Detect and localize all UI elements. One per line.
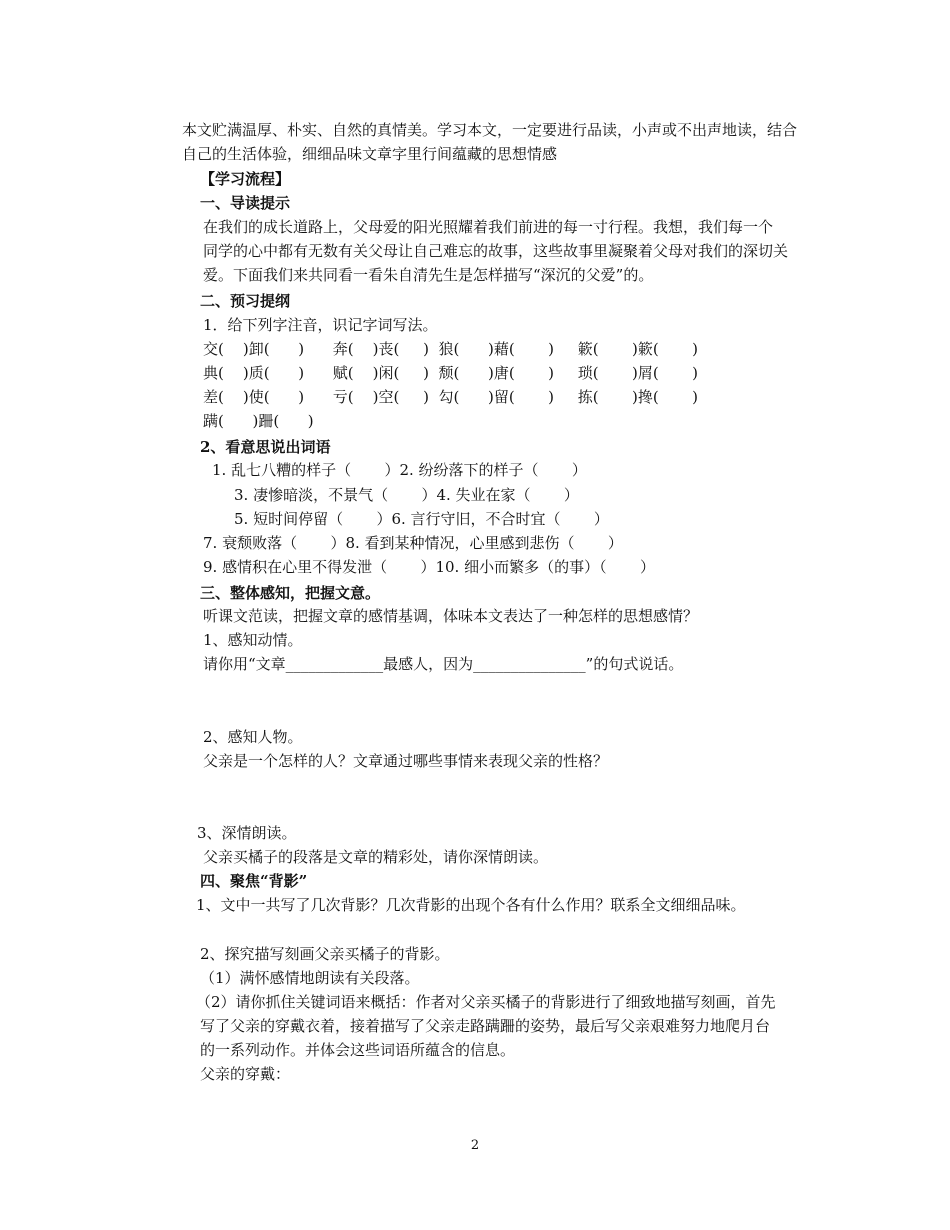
vocab-line: 9. 感情积在心里不得发泄（ ）10. 细小而繁多（的事）（ ） [203,558,655,576]
question-line: 父亲是一个怎样的人？文章通过哪些事情来表现父亲的性格？ [203,752,609,770]
section-heading-1: 一、导读提示 [200,194,291,212]
intro-line-1: 本文贮满温厚、朴实、自然的真情美。学习本文，一定要进行品读，小声或不出声地读，结合 [182,121,798,139]
vocab-line: 7. 衰颓败落（ ）8. 看到某种情况，心里感到悲伤（ ） [203,534,623,552]
vocab-line: 5. 短时间停留（ ）6. 言行守旧，不合时宜（ ） [234,510,609,528]
subheading: 2、看意思说出词语 [200,438,331,456]
section-heading-4: 四、聚焦“背影” [200,872,308,890]
paragraph-line: 同学的心中都有无数有关父母让自己难忘的故事，这些故事里凝聚着父母对我们的深切关 [203,242,789,260]
question-line: 听课文范读，把握文章的感情基调，体味本文表达了一种怎样的思想感情？ [203,607,699,625]
pinyin-row: 典( )质( ) 赋( )闲( ) 颓( )唐( ) 琐( )屑( ) [203,364,698,382]
question-line: 1、感知动情。 [203,631,303,649]
section-heading-3: 三、整体感知，把握文意。 [200,584,381,602]
section-heading-learning-flow: 【学习流程】 [200,170,291,188]
paragraph-line: 爱。下面我们来共同看一看朱自清先生是怎样描写“深沉的父爱”的。 [203,266,654,284]
paragraph-line: 在我们的成长道路上，父母爱的阳光照耀着我们前进的每一寸行程。我想，我们每一个 [203,218,774,236]
question-line: 父亲的穿戴： [200,1065,291,1083]
pinyin-row: 交( )卸( ) 奔( )丧( ) 狼( )藉( ) 簌( )簌( ) [203,340,698,358]
question-line: 2、探究描写刻画父亲买橘子的背影。 [200,945,450,963]
page-number: 2 [470,1138,480,1153]
question-line: 2、感知人物。 [203,728,303,746]
vocab-line: 3. 凄惨暗淡，不景气（ ）4. 失业在家（ ） [234,486,579,504]
vocab-line: 1. 乱七八糟的样子（ ）2. 纷纷落下的样子（ ） [212,461,587,479]
question-line: 父亲买橘子的段落是文章的精彩处，请你深情朗读。 [203,848,549,866]
question-line: 1、文中一共写了几次背影？几次背影的出现个各有什么作用？联系全文细细品味。 [196,896,746,914]
question-line: 1．给下列字注音，识记字词写法。 [203,316,438,334]
intro-line-2: 自己的生活体验，细细品味文章字里行间蕴藏的思想情感 [182,145,558,163]
question-line: （1）满怀感情地朗读有关段落。 [200,969,420,987]
question-line: 请你用“文章_____________最感人，因为_______________”的句式说话。 [203,655,684,673]
question-line: 的一系列动作。并体会这些词语所蕴含的信息。 [200,1041,516,1059]
section-heading-2: 二、预习提纲 [200,292,291,310]
question-line: 写了父亲的穿戴衣着，接着描写了父亲走路蹒跚的姿势，最后写父亲艰难努力地爬月台 [200,1017,771,1035]
question-line: 3、深情朗读。 [197,824,297,842]
pinyin-row: 蹒( )跚( ) [203,412,314,430]
pinyin-row: 差( )使( ) 亏( )空( ) 勾( )留( ) 拣( )搀( ) [203,388,698,406]
question-line: （2）请你抓住关键词语来概括：作者对父亲买橘子的背影进行了细致地描写刻画，首先 [196,993,776,1011]
